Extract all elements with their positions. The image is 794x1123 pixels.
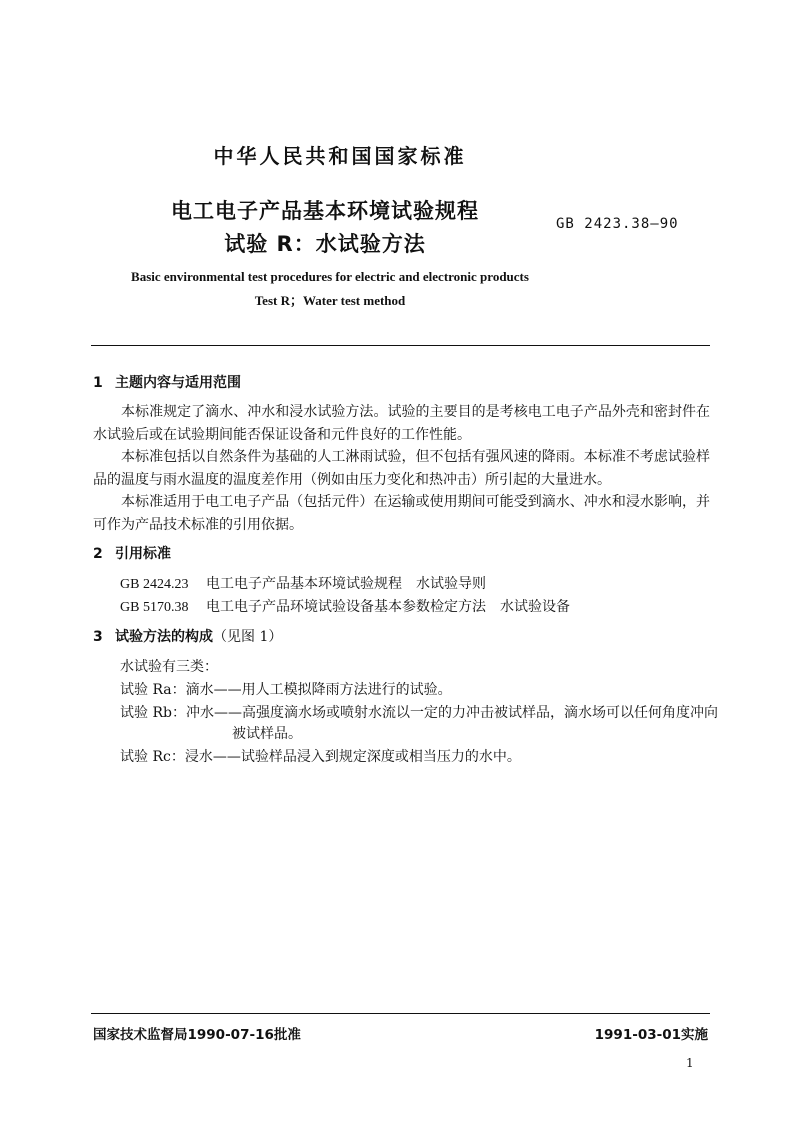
english-title-line2: Test R；Water test method [254,293,406,308]
reference-title: 电工电子产品基本环境试验规程 水试验导则 [206,576,486,592]
document-title-line1: 电工电子产品基本环境试验规程 [171,199,479,223]
paragraph-text: 本标准适用于电工电子产品（包括元件）在运输或使用期间可能受到滴水、冲水和浸水影响，并可作为产品技术标准的引用依据。 [93,494,710,533]
section-1-paragraph-2 [93,446,710,491]
paragraph-text: 本标准规定了滴水、冲水和浸水试验方法。试验的主要目的是考核电工电子产品外壳和密封件在水试验后或在试验期间能否保证设备和元件良好的工作性能。 [93,404,710,443]
section-1-heading [93,372,241,392]
test-type-text: 用人工模拟降雨方法进行的试验。 [241,682,452,698]
test-type-continuation: 被试样品。 [232,726,302,742]
document-title-line2: 试验 R：水试验方法 [224,232,426,256]
effective-date: 1991-03-01实施 [594,1027,708,1043]
approval-date: 国家技术监督局1990-07-16批准 [93,1027,301,1043]
test-type-item [120,702,718,722]
test-type-label: 试验 Ra：滴水—— [120,682,242,698]
paragraph-text: 本标准包括以自然条件为基础的人工淋雨试验，但不包括有强风速的降雨。本标准不考虑试验样品的温度与雨水温度的温度差作用（例如由压力变化和热冲击）所引起的大量进水。 [93,449,710,488]
reference-row [120,596,570,616]
test-type-text: 试验样品浸入到规定深度或相当压力的水中。 [240,749,521,765]
footer-divider [91,1013,710,1014]
section-2-heading [93,543,171,563]
section-title-note: （见图 1） [213,629,283,645]
reference-title: 电工电子产品环境试验设备基本参数检定方法 水试验设备 [206,599,570,615]
test-type-label: 试验 Rc：浸水—— [120,749,241,765]
section-title: 主题内容与适用范围 [115,375,241,391]
section-1-paragraph-1 [93,401,710,446]
section-1-paragraph-3 [93,491,710,536]
section-number: 1 [93,375,103,391]
page-number: 1 [686,1056,694,1070]
standard-code: GB 2423.38—90 [556,216,679,232]
section-3-heading [93,626,282,646]
header-divider [91,345,710,346]
reference-code: GB 2424.23 [120,577,189,592]
section-number: 3 [93,629,103,645]
english-title-line1: Basic environmental test procedures for electric and electronic products [131,269,529,284]
section-title: 试验方法的构成 [115,629,213,645]
standard-type-heading: 中华人民共和国国家标准 [213,144,467,168]
reference-code: GB 5170.38 [120,600,189,615]
test-type-item [120,679,452,699]
section-number: 2 [93,546,103,562]
test-type-label: 试验 Rb：冲水—— [120,705,242,721]
test-type-item [120,746,521,766]
reference-row [120,573,486,593]
section-title: 引用标准 [115,546,171,562]
test-types-intro: 水试验有三类： [120,659,218,675]
test-type-text: 高强度滴水场或喷射水流以一定的力冲击被试样品，滴水场可以任何角度冲向 [241,705,718,721]
